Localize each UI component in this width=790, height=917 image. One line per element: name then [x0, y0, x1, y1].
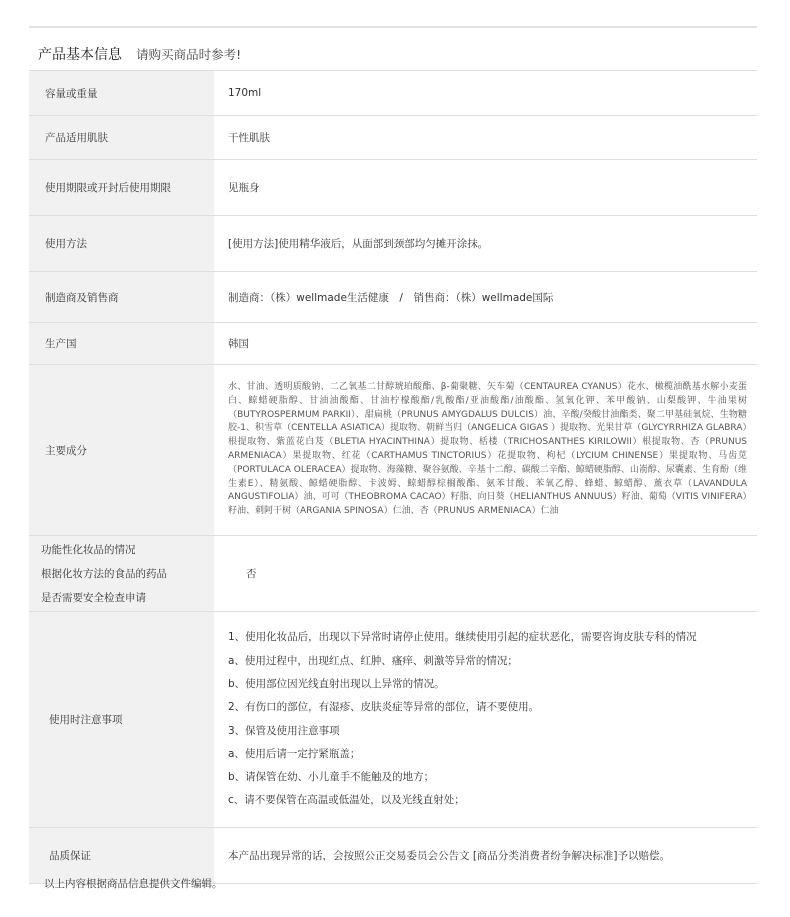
product-info-table [29, 70, 757, 884]
caution-label: 使用时注意事项 [29, 612, 214, 828]
section-subtitle: 请购买商品时参考! [136, 47, 242, 62]
ingredients-cell [214, 365, 757, 536]
row-label: 主要成分 [29, 365, 214, 536]
row-value: 170ml [214, 71, 757, 116]
section-title: 产品基本信息 [38, 47, 122, 63]
row-label: 制造商及销售商 [29, 272, 214, 323]
functional-label-line: 是否需要安全检查申请 [41, 591, 146, 604]
row-value: 制造商：（株）wellmade生活健康 / 销售商：（株）wellmade国际 [214, 272, 757, 323]
table-row [29, 323, 757, 365]
functional-value: 否 [214, 536, 757, 612]
table-row [29, 612, 757, 828]
table-row [29, 536, 757, 612]
functional-label [29, 536, 214, 612]
row-label: 产品适用肌肤 [29, 116, 214, 160]
caution-line: a、使用过程中，出现红点、红肿、瘙痒、刺激等异常的情况； [228, 654, 518, 667]
caution-line: b、请保管在幼、小儿童手不能触及的地方； [228, 771, 435, 784]
ingredients-text: 水、甘油、透明质酸钠、二乙氧基二甘醇琥珀酸酯、β-葡聚糖、矢车菊（CENTAUREA CYANUS）花水、橄榄油酰基水解小麦蛋白、鲸蜡硬脂醇、甘油油酸酯、甘油柠檬酸酯/乳酸酯/亚油酸酯/油酸酯、氢氧化钾、苯甲酸钠、山梨酸钾、牛油果树（BUTYROSPERMUM PARKII）、甜扁桃（PRUNUS AMYGDALUS DULCIS）油、辛酸/癸酸甘油酯类、聚二甲基硅氧烷、生物糖 胶-1、积雪草（CENTELLA ASIATICA）提取物、朝鲜当归（ANGELICA GIGAS ）提取物、光果甘草（GLYCYRRHIZA GLABRA）根提取物、紫蓝花白芨（BLETIA HYACINTHINA）提取物、栝楼（TRICHOSANTHES KIRILOWII）根提取物、杏（PRUNUS ARMENIACA）果提取物、红花（CARTHAMUS TINCTORIUS）花提取物、枸杞（LYCIUM CHINENSE）果提取物、马齿苋（PORTULACA OLERACEA）提取物、海藻糖、聚谷氨酸、辛基十二醇、碳酸二辛酯、鲸蜡硬脂醇、山嵛醇、尿囊素、生育酚（维生素E）、精氨酸、鲸蜡硬脂醇、卡波姆、鲸蜡醇棕榈酸酯、氨苯甘酸、苯氧乙醇、蜂蜡、鲸蜡醇、薰衣草（LAVANDULA ANGUSTIFOLIA）油、可可（THEOBROMA CACAO）籽脂、向日葵（HELIANTHUS ANNUUS）籽油、葡萄（VITIS VINIFERA）籽油、刺阿干树（ARGANIA SPINOSA）仁油、杏（PRUNUS ARMENIACA）仁油 [228, 382, 747, 517]
quality-label: 品质保证 [29, 828, 214, 884]
row-value: 见瓶身 [214, 160, 757, 216]
table-row [29, 116, 757, 160]
top-divider [29, 26, 757, 28]
table-row [29, 71, 757, 116]
row-value: [使用方法]使用精华液后，从面部到颈部均匀摊开涂抹。 [214, 216, 757, 272]
footer-note: 以上内容根据商品信息提供文件编辑。 [44, 878, 223, 890]
table-row [29, 216, 757, 272]
table-row [29, 160, 757, 216]
functional-label-line: 根据化妆方法的食品的药品 [41, 567, 167, 580]
table-row [29, 272, 757, 323]
caution-line: c、请不要保管在高温或低温处，以及光线直射处； [228, 794, 465, 807]
row-label: 容量或重量 [29, 71, 214, 116]
caution-line: 3、保管及使用注意事项 [228, 724, 340, 737]
section-header [38, 44, 241, 64]
row-label: 使用期限或开封后使用期限 [29, 160, 214, 216]
row-value: 韩国 [214, 323, 757, 365]
table-row [29, 365, 757, 536]
caution-cell [214, 612, 757, 828]
row-value: 干性肌肤 [214, 116, 757, 160]
row-label: 使用方法 [29, 216, 214, 272]
quality-value: 本产品出现异常的话，会按照公正交易委员会公告文 [商品分类消费者纷争解决标准]予以赔偿。 [214, 828, 757, 884]
caution-line: a、使用后请一定拧紧瓶盖； [228, 747, 361, 760]
caution-line: 2、有伤口的部位，有湿疹、皮肤炎症等异常的部位，请不要使用。 [228, 701, 540, 714]
functional-label-line: 功能性化妆品的情况 [41, 543, 136, 556]
caution-line: 1、使用化妆品后，出现以下异常时请停止使用。继续使用引起的症状恶化，需要咨询皮肤专科的情况 [228, 631, 697, 644]
row-label: 生产国 [29, 323, 214, 365]
caution-line: b、使用部位因光线直射出现以上异常的情况。 [228, 677, 445, 690]
